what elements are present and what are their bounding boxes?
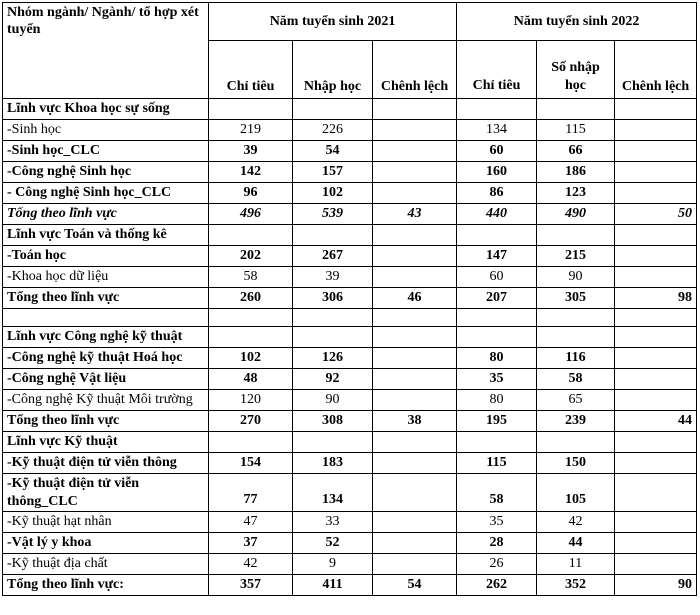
value-cell: 96 [209, 183, 293, 204]
value-cell [615, 474, 697, 512]
value-cell: 42 [209, 554, 293, 575]
value-cell: 26 [457, 554, 537, 575]
value-cell [373, 453, 457, 474]
program-name: -Sinh học_CLC [3, 141, 209, 162]
value-cell: 115 [457, 453, 537, 474]
value-cell [373, 474, 457, 512]
value-cell: 102 [209, 348, 293, 369]
value-cell: 215 [537, 246, 615, 267]
program-name: -Công nghệ Vật liệu [3, 369, 209, 390]
empty-cell [293, 309, 373, 327]
value-cell [373, 267, 457, 288]
value-cell [373, 512, 457, 533]
total-row [3, 411, 697, 432]
value-cell: 147 [457, 246, 537, 267]
value-cell: 142 [209, 162, 293, 183]
col-2022-quota: Chỉ tiêu [457, 41, 537, 99]
program-name: -Toán học [3, 246, 209, 267]
table-row [3, 554, 697, 575]
value-cell [615, 348, 697, 369]
year-2021-header: Năm tuyển sinh 2021 [209, 3, 457, 41]
value-cell [373, 554, 457, 575]
total-value: 440 [457, 204, 537, 225]
program-name: -Kỹ thuật hạt nhân [3, 512, 209, 533]
value-cell: 267 [293, 246, 373, 267]
empty-cell [373, 225, 457, 246]
empty-cell [373, 327, 457, 348]
table-row [3, 474, 697, 512]
value-cell [615, 369, 697, 390]
value-cell [373, 120, 457, 141]
total-value: 46 [373, 288, 457, 309]
value-cell: 123 [537, 183, 615, 204]
value-cell: 54 [293, 141, 373, 162]
program-name: -Công nghệ Sinh học [3, 162, 209, 183]
value-cell: 150 [537, 453, 615, 474]
table-row [3, 267, 697, 288]
value-cell [615, 183, 697, 204]
value-cell [373, 246, 457, 267]
empty-cell [3, 309, 209, 327]
total-value: 306 [293, 288, 373, 309]
total-value: 308 [293, 411, 373, 432]
empty-cell [537, 225, 615, 246]
value-cell: 58 [457, 474, 537, 512]
value-cell: 11 [537, 554, 615, 575]
value-cell: 66 [537, 141, 615, 162]
value-cell [615, 453, 697, 474]
value-cell: 52 [293, 533, 373, 554]
value-cell [615, 554, 697, 575]
program-name: - Công nghệ Sinh học_CLC [3, 183, 209, 204]
table-body [3, 99, 697, 596]
value-cell: 115 [537, 120, 615, 141]
empty-cell [373, 432, 457, 453]
value-cell: 134 [293, 474, 373, 512]
value-cell: 58 [209, 267, 293, 288]
total-label: Tổng theo lĩnh vực: [3, 575, 209, 596]
total-value: 305 [537, 288, 615, 309]
empty-cell [209, 99, 293, 120]
value-cell: 60 [457, 267, 537, 288]
value-cell: 90 [537, 267, 615, 288]
col-2022-enrolled: Số nhập học [537, 41, 615, 99]
value-cell [373, 348, 457, 369]
program-name: -Khoa học dữ liệu [3, 267, 209, 288]
admissions-table [2, 2, 697, 596]
section-row [3, 225, 697, 246]
value-cell: 116 [537, 348, 615, 369]
value-cell: 92 [293, 369, 373, 390]
value-cell [373, 369, 457, 390]
value-cell: 219 [209, 120, 293, 141]
total-value: 50 [615, 204, 697, 225]
program-name: -Sinh học [3, 120, 209, 141]
value-cell: 65 [537, 390, 615, 411]
value-cell [615, 267, 697, 288]
value-cell: 102 [293, 183, 373, 204]
total-label: Tổng theo lĩnh vực [3, 411, 209, 432]
empty-cell [457, 327, 537, 348]
section-title: Lĩnh vực Công nghệ kỹ thuật [3, 327, 209, 348]
value-cell: 157 [293, 162, 373, 183]
empty-cell [373, 309, 457, 327]
total-value: 260 [209, 288, 293, 309]
value-cell: 42 [537, 512, 615, 533]
empty-cell [537, 99, 615, 120]
value-cell: 86 [457, 183, 537, 204]
table-row [3, 512, 697, 533]
value-cell: 44 [537, 533, 615, 554]
total-value: 207 [457, 288, 537, 309]
total-value: 239 [537, 411, 615, 432]
value-cell: 80 [457, 390, 537, 411]
total-value: 44 [615, 411, 697, 432]
program-name: -Kỹ thuật điện tử viễn thông [3, 453, 209, 474]
value-cell: 154 [209, 453, 293, 474]
value-cell: 60 [457, 141, 537, 162]
empty-cell [615, 225, 697, 246]
value-cell [615, 512, 697, 533]
empty-cell [537, 309, 615, 327]
total-row [3, 575, 697, 596]
value-cell [373, 141, 457, 162]
empty-cell [293, 432, 373, 453]
value-cell [615, 533, 697, 554]
value-cell: 9 [293, 554, 373, 575]
value-cell: 202 [209, 246, 293, 267]
value-cell [615, 246, 697, 267]
section-title: Lĩnh vực Toán và thống kê [3, 225, 209, 246]
value-cell: 33 [293, 512, 373, 533]
section-row [3, 99, 697, 120]
value-cell: 186 [537, 162, 615, 183]
table-row [3, 533, 697, 554]
value-cell: 183 [293, 453, 373, 474]
empty-cell [615, 432, 697, 453]
total-value: 54 [373, 575, 457, 596]
total-value: 270 [209, 411, 293, 432]
value-cell [615, 141, 697, 162]
empty-cell [209, 309, 293, 327]
section-row [3, 327, 697, 348]
program-name: -Công nghệ kỹ thuật Hoá học [3, 348, 209, 369]
col-2021-diff: Chênh lệch [373, 41, 457, 99]
value-cell: 126 [293, 348, 373, 369]
value-cell: 35 [457, 369, 537, 390]
value-cell: 58 [537, 369, 615, 390]
table-row [3, 369, 697, 390]
total-value: 496 [209, 204, 293, 225]
value-cell [373, 162, 457, 183]
year-2022-header: Năm tuyển sinh 2022 [457, 3, 697, 41]
empty-cell [293, 327, 373, 348]
total-value: 490 [537, 204, 615, 225]
table-row [3, 162, 697, 183]
empty-cell [615, 327, 697, 348]
total-label: Tổng theo lĩnh vực [3, 204, 209, 225]
table-row [3, 390, 697, 411]
col-2021-quota: Chỉ tiêu [209, 41, 293, 99]
empty-cell [293, 99, 373, 120]
value-cell: 226 [293, 120, 373, 141]
table-row [3, 348, 697, 369]
total-value: 98 [615, 288, 697, 309]
table-row [3, 453, 697, 474]
value-cell: 105 [537, 474, 615, 512]
value-cell: 120 [209, 390, 293, 411]
value-cell [373, 183, 457, 204]
empty-cell [457, 99, 537, 120]
program-name: -Vật lý y khoa [3, 533, 209, 554]
value-cell: 48 [209, 369, 293, 390]
empty-cell [615, 99, 697, 120]
spacer-row [3, 309, 697, 327]
empty-cell [457, 432, 537, 453]
total-value: 262 [457, 575, 537, 596]
empty-cell [209, 432, 293, 453]
empty-cell [457, 225, 537, 246]
section-row [3, 432, 697, 453]
total-value: 539 [293, 204, 373, 225]
program-name: -Kỹ thuật địa chất [3, 554, 209, 575]
value-cell: 77 [209, 474, 293, 512]
table-row [3, 120, 697, 141]
empty-cell [537, 327, 615, 348]
empty-cell [209, 327, 293, 348]
value-cell: 134 [457, 120, 537, 141]
total-value: 357 [209, 575, 293, 596]
program-name: -Kỹ thuật điện tử viễn thông_CLC [3, 474, 209, 512]
empty-cell [209, 225, 293, 246]
value-cell [615, 162, 697, 183]
table-row [3, 183, 697, 204]
total-label: Tổng theo lĩnh vực [3, 288, 209, 309]
table-row [3, 246, 697, 267]
value-cell: 39 [209, 141, 293, 162]
section-title: Lĩnh vực Khoa học sự sống [3, 99, 209, 120]
total-value: 352 [537, 575, 615, 596]
value-cell [373, 390, 457, 411]
empty-cell [457, 309, 537, 327]
value-cell [373, 533, 457, 554]
empty-cell [373, 99, 457, 120]
value-cell [615, 390, 697, 411]
value-cell: 35 [457, 512, 537, 533]
value-cell: 90 [293, 390, 373, 411]
total-value: 43 [373, 204, 457, 225]
table-row [3, 141, 697, 162]
value-cell: 37 [209, 533, 293, 554]
value-cell: 160 [457, 162, 537, 183]
empty-cell [537, 432, 615, 453]
total-value: 90 [615, 575, 697, 596]
total-value: 38 [373, 411, 457, 432]
program-name: -Công nghệ Kỹ thuật Môi trường [3, 390, 209, 411]
value-cell [615, 120, 697, 141]
section-title: Lĩnh vực Kỹ thuật [3, 432, 209, 453]
value-cell: 47 [209, 512, 293, 533]
col-2021-enrolled: Nhập học [293, 41, 373, 99]
empty-cell [293, 225, 373, 246]
total-row [3, 288, 697, 309]
group-header: Nhóm ngành/ Ngành/ tổ hợp xét tuyển [3, 3, 209, 99]
value-cell: 28 [457, 533, 537, 554]
value-cell: 39 [293, 267, 373, 288]
total-row [3, 204, 697, 225]
col-2022-diff: Chênh lệch [615, 41, 697, 99]
total-value: 195 [457, 411, 537, 432]
empty-cell [615, 309, 697, 327]
value-cell: 80 [457, 348, 537, 369]
total-value: 411 [293, 575, 373, 596]
